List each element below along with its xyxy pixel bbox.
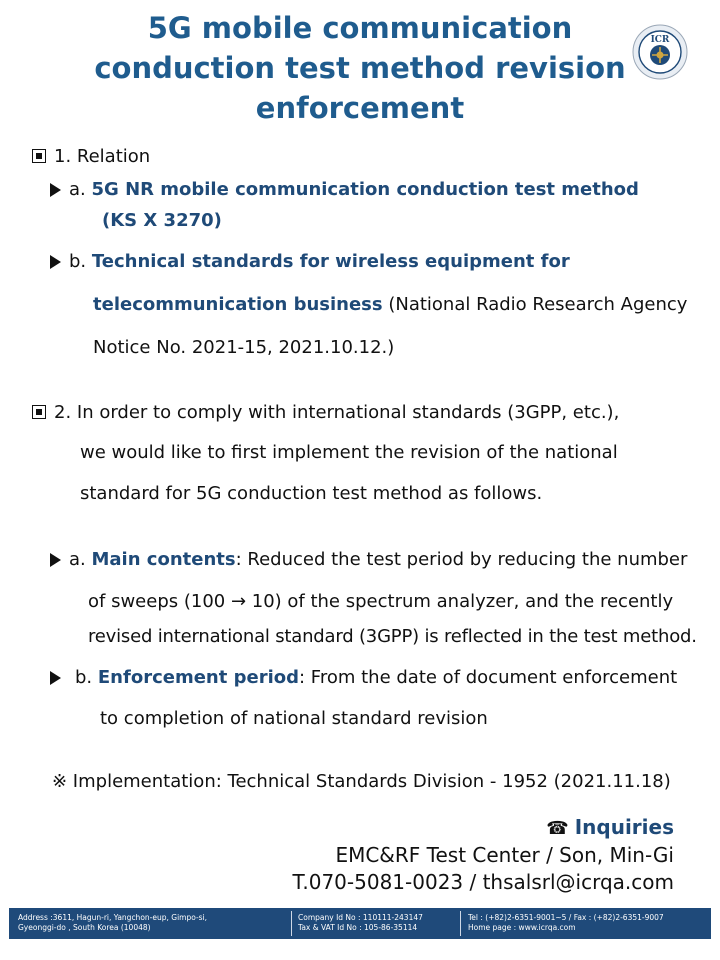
- section-1-item-a: a. 5G NR mobile communication conduction test method: [50, 178, 639, 202]
- logo-text: ICR: [650, 35, 670, 45]
- title-line-3: enforcement: [255, 91, 465, 125]
- inquiries-heading: ☎ Inquiries: [546, 815, 674, 839]
- square-bullet-icon: [32, 405, 46, 419]
- item-b-text-line-2: to completion of national standard revision: [100, 708, 488, 729]
- square-bullet-icon: [32, 149, 46, 163]
- item-a-title-cont: (KS X 3270): [102, 210, 222, 231]
- section-2-heading-line-2: we would like to first implement the revision of the national: [80, 442, 618, 463]
- main-contents-label: Main contents: [91, 549, 236, 570]
- implementation-note: ※ Implementation: Technical Standards Division - 1952 (2021.11.18): [52, 771, 671, 792]
- triangle-bullet-icon: [50, 183, 61, 197]
- footer-contact: Tel : (+82)2-6351-9001~5 / Fax : (+82)2-6351-9007 Home page : www.icrqa.com: [468, 913, 664, 932]
- triangle-bullet-icon: [50, 553, 61, 567]
- footer-divider: [291, 911, 292, 936]
- triangle-bullet-icon: [50, 671, 61, 685]
- footer-divider: [460, 911, 461, 936]
- footer-address: Address :3611, Hagun-ri, Yangchon-eup, Gimpo-si, Gyeonggi-do , South Korea (10048): [18, 913, 208, 932]
- document-title: [60, 8, 660, 128]
- section-2-item-b: b. Enforcement period: From the date of document enforcement: [50, 666, 677, 690]
- footer-company-ids: Company Id No : 110111-243147 Tax & VAT Id No : 105-86-35114: [298, 913, 423, 932]
- telephone-icon: ☎: [546, 818, 569, 839]
- item-b-line-3: Notice No. 2021-15, 2021.10.12.): [93, 337, 395, 358]
- title-line-1: 5G mobile communication: [147, 11, 573, 45]
- icr-seal-logo: [632, 24, 688, 80]
- item-a-title: 5G NR mobile communication conduction test method: [91, 179, 639, 200]
- enforcement-period-label: Enforcement period: [97, 667, 299, 688]
- section-2-heading: 2. In order to comply with international standards (3GPP, etc.),: [32, 401, 619, 425]
- item-a-text-line-2: of sweeps (100 → 10) of the spectrum analyzer, and the recently: [88, 591, 674, 612]
- contact-phone-email: T.070-5081-0023 / thsalsrl@icrqa.com: [292, 870, 674, 894]
- section-2-heading-line-3: standard for 5G conduction test method as follows.: [80, 483, 543, 504]
- section-2-item-a: a. Main contents: Reduced the test period by reducing the number: [50, 548, 687, 572]
- footer-bar: [9, 908, 711, 939]
- contact-center: EMC&RF Test Center / Son, Min-Gi: [335, 843, 674, 867]
- title-line-2: conduction test method revision: [94, 51, 626, 85]
- item-b-title: Technical standards for wireless equipment for: [91, 251, 570, 272]
- section-1-item-b: b. Technical standards for wireless equipment for: [50, 250, 570, 274]
- triangle-bullet-icon: [50, 255, 61, 269]
- item-a-text-line-3: revised international standard (3GPP) is reflected in the test method.: [88, 626, 697, 647]
- section-1-heading: 1. Relation: [32, 145, 150, 169]
- item-b-line-2: telecommunication business (National Radio Research Agency: [93, 294, 688, 315]
